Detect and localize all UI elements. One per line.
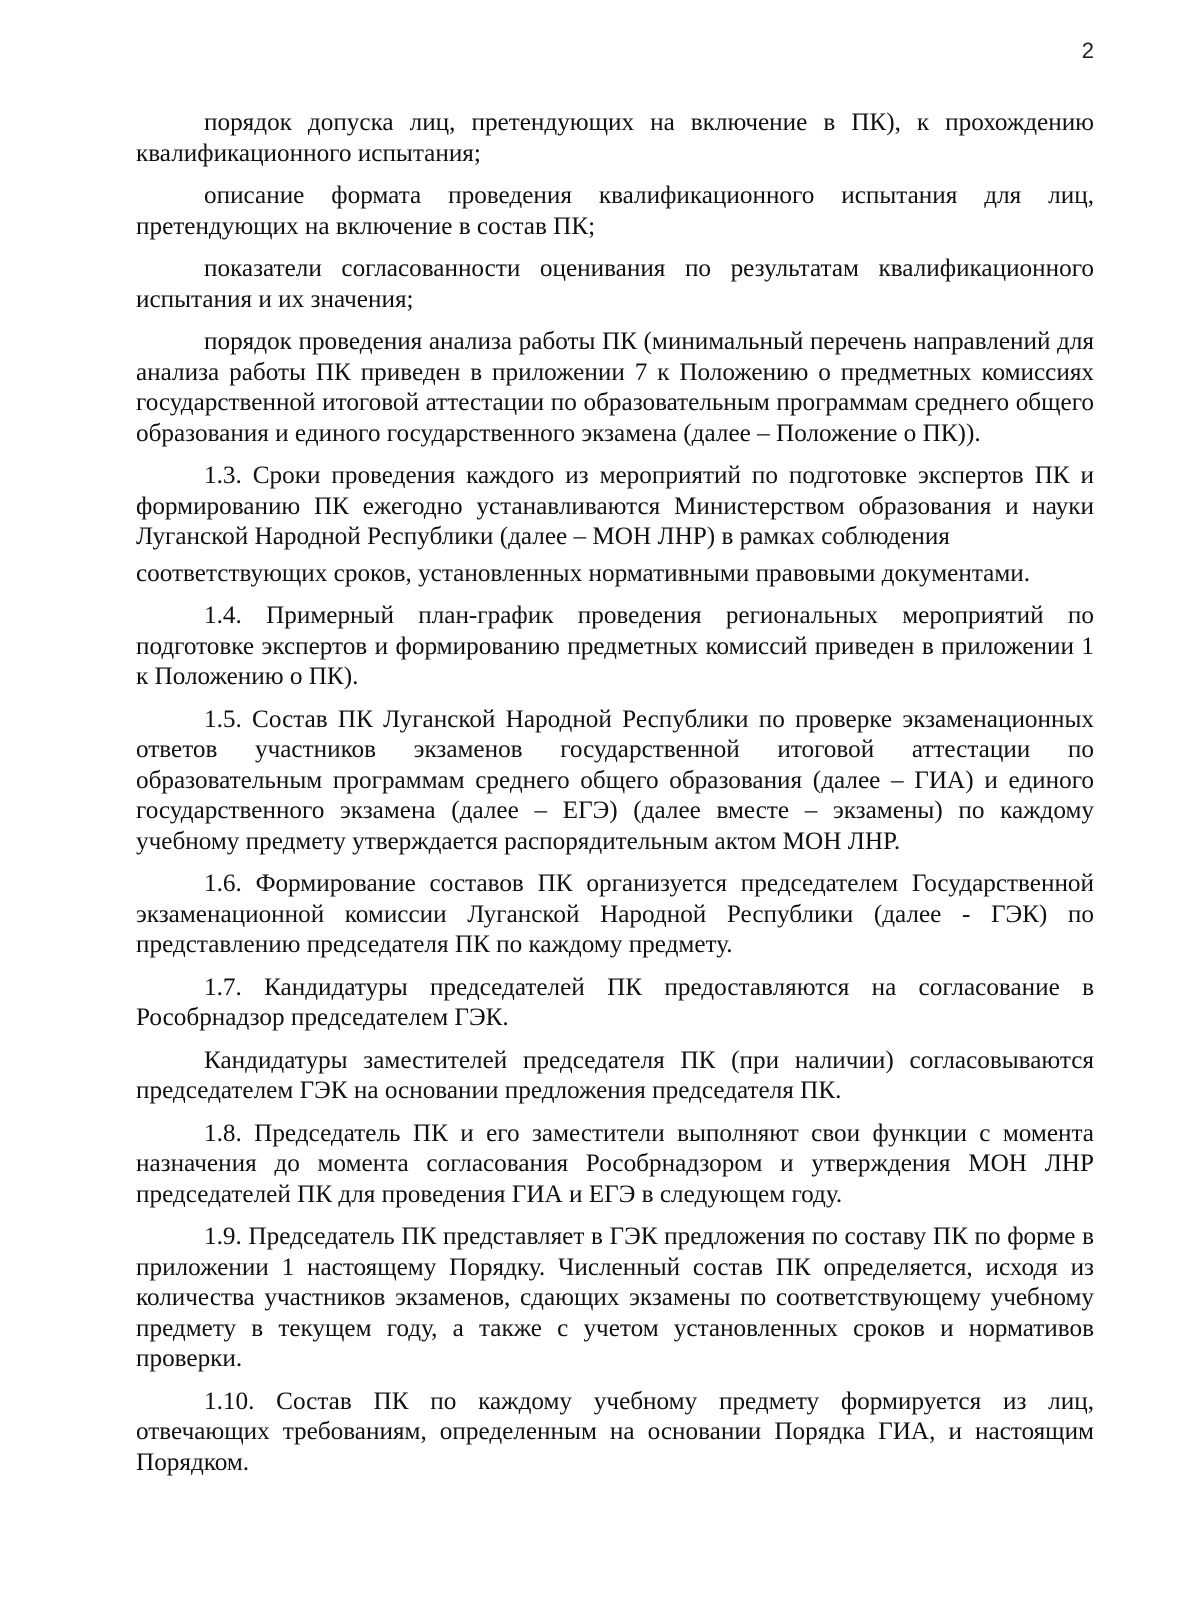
paragraph-admission-procedure: порядок допуска лиц, претендующих на включение в ПК), к прохождению квалификационного испытания; [136,109,1094,167]
paragraph-1-7: 1.7. Кандидатуры председателей ПК предоставляются на согласование в Рособрнадзор председателем ГЭК. [136,973,1094,1031]
page-number: 2 [1081,38,1094,63]
paragraph-1-5: 1.5. Состав ПК Луганской Народной Республики по проверке экзаменационных ответов участников экзаменов государственной итоговой аттестации по образовательным программам среднего общего образования (далее – ГИА) и единого государственного экзамена (далее – ЕГЭ) (далее вместе – экзамены) по каждому учебному предмету утверждается распорядительным актом МОН ЛНР. [136,705,1094,855]
document-body [136,108,1094,1478]
paragraph-1-6: 1.6. Формирование составов ПК организуется председателем Государственной экзаменационной комиссии Луганской Народной Республики (далее - ГЭК) по представлению председателя ПК по каждому предмету. [136,870,1094,958]
paragraph-1-10: 1.10. Состав ПК по каждому учебному предмету формируется из лиц, отвечающих требованиям, определенным на основании Порядка ГИА, и настоящим Порядком. [136,1387,1094,1476]
paragraph-test-format: описание формата проведения квалификационного испытания для лиц, претендующих на включение в состав ПК; [136,182,1094,240]
paragraph-analysis-procedure: порядок проведения анализа работы ПК (минимальный перечень направлений для анализа работы ПК приведен в приложении 7 к Положению о предметных комиссиях государственной итоговой аттестации по образовательным программам среднего общего образования и единого государственного экзамена (далее – Положение о ПК)). [136,328,1094,447]
paragraph-1-7-deputies: Кандидатуры заместителей председателя ПК (при наличии) согласовываются председателем ГЭК на основании предложения председателя ПК. [136,1046,1094,1104]
paragraph-1-8: 1.8. Председатель ПК и его заместители выполняют свои функции с момента назначения до момента согласования Рособрнадзором и утверждения МОН ЛНР председателей ПК для проведения ГИА и ЕГЭ в следующем году. [136,1119,1094,1208]
paragraph-1-9: 1.9. Председатель ПК представляет в ГЭК предложения по составу ПК по форме в приложении 1 настоящему Порядку. Численный состав ПК определяется, исходя из количества участников экзаменов, сдающих экзамены по соответствующему учебному предмету в текущем году, а также с учетом установленных сроков и нормативов проверки. [136,1223,1094,1372]
paragraph-consistency-indicators: показатели согласованности оценивания по результатам квалификационного испытания и их значения; [136,255,1094,313]
paragraph-1-3-continued: соответствующих сроков, установленных нормативными правовыми документами. [136,559,1031,587]
paragraph-1-3: 1.3. Сроки проведения каждого из мероприятий по подготовке экспертов ПК и формированию ПК ежегодно устанавливаются Министерством образования и науки Луганской Народной Республики (далее – МОН ЛНР) в рамках соблюдения [136,462,1094,550]
paragraph-1-4: 1.4. Примерный план-график проведения региональных мероприятий по подготовке экспертов и формированию предметных комиссий приведен в приложении 1 к Положению о ПК). [136,602,1094,690]
